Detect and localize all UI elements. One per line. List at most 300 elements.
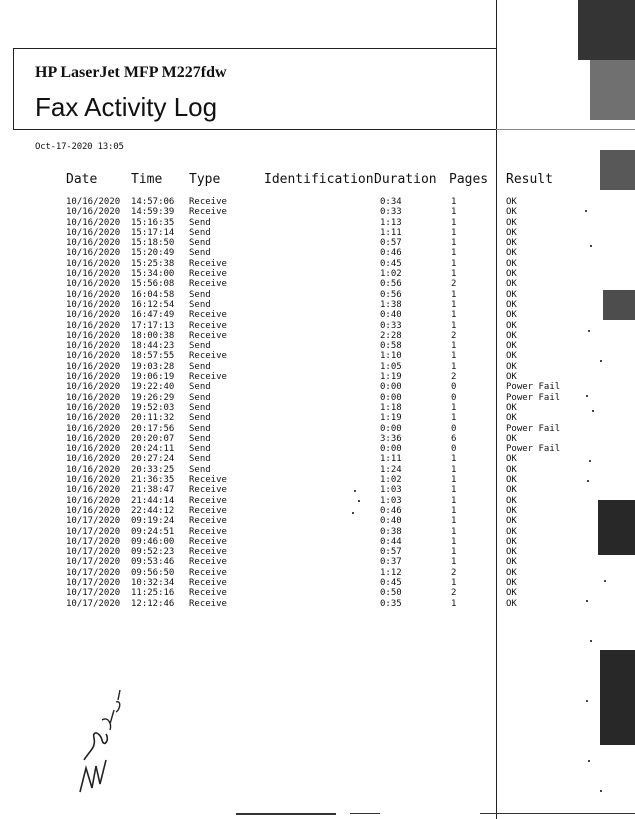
table-row — [0, 506, 635, 516]
row-pages: 1 — [451, 413, 457, 424]
table-row — [0, 279, 635, 289]
row-date: 10/16/2020 — [66, 402, 121, 413]
row-time: 20:24:11 — [131, 444, 175, 455]
table-row — [0, 341, 635, 351]
row-date: 10/16/2020 — [66, 341, 121, 352]
row-type: Send — [189, 227, 211, 238]
row-date: 10/16/2020 — [66, 423, 121, 434]
row-type: Send — [189, 402, 211, 413]
scan-speck — [354, 490, 356, 492]
row-pages: 1 — [451, 402, 457, 413]
row-result: OK — [506, 464, 517, 475]
table-row — [0, 588, 635, 598]
row-type: Receive — [189, 330, 227, 341]
table-row — [0, 197, 635, 207]
row-date: 10/17/2020 — [66, 547, 121, 558]
scan-noise — [600, 650, 635, 745]
row-pages: 1 — [451, 557, 457, 568]
row-result: OK — [506, 299, 517, 310]
row-time: 15:16:35 — [131, 217, 175, 228]
row-result: OK — [506, 361, 517, 372]
table-row — [0, 434, 635, 444]
footer-rule — [350, 813, 380, 814]
row-pages: 1 — [451, 577, 457, 588]
scan-noise — [603, 290, 635, 320]
row-date: 10/16/2020 — [66, 279, 121, 290]
row-date: 10/16/2020 — [66, 433, 121, 444]
row-result: OK — [506, 269, 517, 280]
row-type: Receive — [189, 207, 227, 218]
row-time: 20:33:25 — [131, 464, 175, 475]
row-time: 16:04:58 — [131, 289, 175, 300]
row-pages: 1 — [451, 341, 457, 352]
row-pages: 2 — [451, 372, 457, 383]
row-pages: 1 — [451, 547, 457, 558]
row-type: Receive — [189, 475, 227, 486]
row-result: Power Fail — [506, 392, 561, 403]
row-type: Receive — [189, 372, 227, 383]
row-date: 10/16/2020 — [66, 454, 121, 465]
column-header-date: Date — [66, 172, 98, 187]
row-result: OK — [506, 536, 517, 547]
header-rule-extension — [496, 129, 635, 130]
row-time: 15:20:49 — [131, 248, 175, 259]
table-row — [0, 403, 635, 413]
row-result: OK — [506, 598, 517, 609]
row-duration: 0:56 — [380, 279, 402, 290]
table-row — [0, 444, 635, 454]
table-row — [0, 465, 635, 475]
row-duration: 1:19 — [380, 372, 402, 383]
column-header-time: Time — [131, 172, 163, 187]
fax-log-table — [0, 197, 635, 609]
row-type: Send — [189, 248, 211, 259]
table-row — [0, 496, 635, 506]
row-pages: 1 — [451, 269, 457, 280]
table-row — [0, 331, 635, 341]
row-pages: 1 — [451, 505, 457, 516]
row-result: OK — [506, 454, 517, 465]
column-header-pages: Pages — [449, 172, 489, 187]
row-pages: 1 — [451, 289, 457, 300]
row-type: Receive — [189, 485, 227, 496]
table-row — [0, 248, 635, 258]
scan-speck — [587, 480, 589, 482]
row-pages: 1 — [451, 248, 457, 259]
row-type: Receive — [189, 526, 227, 537]
row-type: Receive — [189, 598, 227, 609]
scan-speck — [600, 360, 602, 362]
scan-speck — [590, 245, 592, 247]
row-date: 10/16/2020 — [66, 217, 121, 228]
row-pages: 1 — [451, 485, 457, 496]
row-pages: 1 — [451, 516, 457, 527]
table-row — [0, 259, 635, 269]
row-type: Receive — [189, 505, 227, 516]
footer-rule — [236, 813, 336, 815]
table-row — [0, 578, 635, 588]
table-row — [0, 454, 635, 464]
row-pages: 2 — [451, 279, 457, 290]
row-type: Send — [189, 423, 211, 434]
row-type: Receive — [189, 516, 227, 527]
row-duration: 1:11 — [380, 454, 402, 465]
table-row — [0, 599, 635, 609]
row-date: 10/16/2020 — [66, 248, 121, 259]
row-duration: 3:36 — [380, 433, 402, 444]
row-duration: 1:03 — [380, 495, 402, 506]
row-result: OK — [506, 475, 517, 486]
table-row — [0, 351, 635, 361]
row-type: Send — [189, 444, 211, 455]
row-date: 10/17/2020 — [66, 557, 121, 568]
row-result: Power Fail — [506, 444, 561, 455]
scan-speck — [590, 640, 592, 642]
scan-speck — [589, 460, 591, 462]
scan-speck — [586, 700, 588, 702]
table-row — [0, 527, 635, 537]
row-time: 15:34:00 — [131, 269, 175, 280]
row-duration: 1:02 — [380, 475, 402, 486]
row-result: OK — [506, 341, 517, 352]
row-time: 18:00:38 — [131, 330, 175, 341]
row-time: 21:44:14 — [131, 495, 175, 506]
row-pages: 1 — [451, 454, 457, 465]
row-type: Receive — [189, 320, 227, 331]
row-time: 19:52:03 — [131, 402, 175, 413]
row-duration: 1:13 — [380, 217, 402, 228]
row-duration: 0:33 — [380, 207, 402, 218]
row-time: 20:27:24 — [131, 454, 175, 465]
row-duration: 0:33 — [380, 320, 402, 331]
row-result: OK — [506, 238, 517, 249]
row-type: Send — [189, 238, 211, 249]
table-row — [0, 382, 635, 392]
row-time: 09:56:50 — [131, 567, 175, 578]
row-pages: 6 — [451, 433, 457, 444]
row-pages: 1 — [451, 320, 457, 331]
row-type: Receive — [189, 536, 227, 547]
row-type: Receive — [189, 588, 227, 599]
table-row — [0, 424, 635, 434]
table-row — [0, 393, 635, 403]
row-result: OK — [506, 372, 517, 383]
row-time: 14:59:39 — [131, 207, 175, 218]
table-row — [0, 218, 635, 228]
row-result: OK — [506, 567, 517, 578]
row-duration: 1:05 — [380, 361, 402, 372]
row-date: 10/16/2020 — [66, 269, 121, 280]
row-date: 10/16/2020 — [66, 310, 121, 321]
row-result: OK — [506, 547, 517, 558]
row-date: 10/16/2020 — [66, 361, 121, 372]
row-time: 17:17:13 — [131, 320, 175, 331]
table-row — [0, 228, 635, 238]
row-date: 10/16/2020 — [66, 495, 121, 506]
row-date: 10/16/2020 — [66, 258, 121, 269]
row-pages: 1 — [451, 464, 457, 475]
table-row — [0, 269, 635, 279]
scan-speck — [586, 395, 588, 397]
column-header-type: Type — [189, 172, 221, 187]
row-time: 22:44:12 — [131, 505, 175, 516]
table-row — [0, 207, 635, 217]
row-duration: 1:11 — [380, 227, 402, 238]
row-type: Send — [189, 413, 211, 424]
row-date: 10/16/2020 — [66, 392, 121, 403]
row-result: Power Fail — [506, 382, 561, 393]
row-time: 19:06:19 — [131, 372, 175, 383]
row-date: 10/17/2020 — [66, 536, 121, 547]
row-result: OK — [506, 433, 517, 444]
header-box-top-rule — [13, 48, 497, 49]
table-row — [0, 372, 635, 382]
table-row — [0, 290, 635, 300]
row-time: 09:53:46 — [131, 557, 175, 568]
row-type: Send — [189, 392, 211, 403]
scan-speck — [588, 330, 590, 332]
row-pages: 1 — [451, 227, 457, 238]
row-date: 10/16/2020 — [66, 320, 121, 331]
row-date: 10/16/2020 — [66, 207, 121, 218]
row-result: OK — [506, 526, 517, 537]
row-type: Receive — [189, 258, 227, 269]
row-date: 10/16/2020 — [66, 330, 121, 341]
row-type: Send — [189, 454, 211, 465]
scan-speck — [600, 790, 602, 792]
row-pages: 1 — [451, 475, 457, 486]
row-result: OK — [506, 217, 517, 228]
row-duration: 1:03 — [380, 485, 402, 496]
row-duration: 1:18 — [380, 402, 402, 413]
row-date: 10/16/2020 — [66, 485, 121, 496]
row-duration: 0:34 — [380, 197, 402, 207]
row-date: 10/16/2020 — [66, 505, 121, 516]
row-date: 10/16/2020 — [66, 227, 121, 238]
column-header-duration: Duration — [374, 172, 437, 187]
row-result: OK — [506, 279, 517, 290]
row-type: Send — [189, 382, 211, 393]
row-time: 09:46:00 — [131, 536, 175, 547]
row-duration: 0:45 — [380, 258, 402, 269]
row-duration: 0:37 — [380, 557, 402, 568]
row-duration: 1:10 — [380, 351, 402, 362]
row-duration: 0:00 — [380, 444, 402, 455]
row-time: 09:52:23 — [131, 547, 175, 558]
table-row — [0, 321, 635, 331]
row-pages: 1 — [451, 197, 457, 207]
row-result: OK — [506, 351, 517, 362]
row-date: 10/16/2020 — [66, 372, 121, 383]
row-pages: 1 — [451, 526, 457, 537]
row-result: OK — [506, 248, 517, 259]
row-time: 21:38:47 — [131, 485, 175, 496]
row-result: OK — [506, 516, 517, 527]
column-header-result: Result — [506, 172, 553, 187]
row-result: OK — [506, 207, 517, 218]
header-box-left-rule — [13, 48, 14, 130]
row-duration: 1:19 — [380, 413, 402, 424]
table-row — [0, 557, 635, 567]
row-type: Receive — [189, 351, 227, 362]
table-row — [0, 362, 635, 372]
row-duration: 0:00 — [380, 392, 402, 403]
row-pages: 1 — [451, 495, 457, 506]
row-duration: 0:35 — [380, 598, 402, 609]
row-pages: 1 — [451, 361, 457, 372]
row-type: Send — [189, 217, 211, 228]
row-time: 09:19:24 — [131, 516, 175, 527]
row-time: 18:57:55 — [131, 351, 175, 362]
row-pages: 1 — [451, 217, 457, 228]
row-duration: 1:02 — [380, 269, 402, 280]
row-time: 19:22:40 — [131, 382, 175, 393]
scan-speck — [352, 512, 354, 514]
row-duration: 1:24 — [380, 464, 402, 475]
row-result: OK — [506, 320, 517, 331]
row-date: 10/16/2020 — [66, 382, 121, 393]
row-duration: 2:28 — [380, 330, 402, 341]
report-datetime: Oct-17-2020 13:05 — [35, 142, 124, 152]
scan-speck — [586, 600, 588, 602]
scan-noise — [578, 0, 635, 60]
row-date: 10/17/2020 — [66, 567, 121, 578]
row-duration: 1:38 — [380, 299, 402, 310]
row-pages: 0 — [451, 423, 457, 434]
row-type: Receive — [189, 495, 227, 506]
row-pages: 0 — [451, 392, 457, 403]
table-row — [0, 516, 635, 526]
row-pages: 1 — [451, 310, 457, 321]
header-box-bottom-rule — [13, 129, 497, 130]
row-time: 15:17:14 — [131, 227, 175, 238]
row-time: 10:32:34 — [131, 577, 175, 588]
scan-noise — [600, 150, 635, 190]
row-result: OK — [506, 402, 517, 413]
row-time: 19:26:29 — [131, 392, 175, 403]
row-pages: 0 — [451, 444, 457, 455]
row-result: OK — [506, 197, 517, 207]
row-time: 12:12:46 — [131, 598, 175, 609]
row-time: 15:56:08 — [131, 279, 175, 290]
row-date: 10/16/2020 — [66, 289, 121, 300]
row-type: Receive — [189, 577, 227, 588]
row-result: OK — [506, 330, 517, 341]
row-pages: 1 — [451, 207, 457, 218]
table-row — [0, 310, 635, 320]
row-date: 10/16/2020 — [66, 413, 121, 424]
row-type: Send — [189, 464, 211, 475]
scan-speck — [585, 210, 587, 212]
row-time: 16:12:54 — [131, 299, 175, 310]
table-row — [0, 547, 635, 557]
row-pages: 2 — [451, 330, 457, 341]
row-date: 10/17/2020 — [66, 588, 121, 599]
row-result: OK — [506, 258, 517, 269]
row-duration: 1:12 — [380, 567, 402, 578]
row-date: 10/16/2020 — [66, 197, 121, 207]
row-type: Send — [189, 361, 211, 372]
row-date: 10/17/2020 — [66, 526, 121, 537]
row-duration: 0:56 — [380, 289, 402, 300]
row-type: Send — [189, 299, 211, 310]
table-row — [0, 537, 635, 547]
row-result: OK — [506, 557, 517, 568]
row-result: OK — [506, 227, 517, 238]
row-date: 10/17/2020 — [66, 577, 121, 588]
row-type: Receive — [189, 279, 227, 290]
scan-speck — [358, 500, 360, 502]
row-date: 10/17/2020 — [66, 516, 121, 527]
row-duration: 0:46 — [380, 505, 402, 516]
scan-speck — [592, 410, 594, 412]
table-row — [0, 568, 635, 578]
row-result: OK — [506, 413, 517, 424]
row-result: OK — [506, 505, 517, 516]
scan-speck — [604, 580, 606, 582]
row-duration: 0:50 — [380, 588, 402, 599]
footer-rule — [480, 813, 635, 814]
row-date: 10/16/2020 — [66, 464, 121, 475]
scan-noise — [598, 500, 635, 555]
row-duration: 0:58 — [380, 341, 402, 352]
row-date: 10/16/2020 — [66, 351, 121, 362]
row-type: Send — [189, 289, 211, 300]
row-date: 10/16/2020 — [66, 238, 121, 249]
row-result: OK — [506, 577, 517, 588]
row-result: OK — [506, 289, 517, 300]
handwritten-signature — [70, 680, 140, 800]
row-type: Receive — [189, 557, 227, 568]
row-result: OK — [506, 495, 517, 506]
row-pages: 0 — [451, 382, 457, 393]
row-type: Receive — [189, 269, 227, 280]
table-row — [0, 300, 635, 310]
row-time: 21:36:35 — [131, 475, 175, 486]
row-duration: 0:44 — [380, 536, 402, 547]
row-pages: 1 — [451, 351, 457, 362]
row-duration: 0:46 — [380, 248, 402, 259]
row-type: Receive — [189, 310, 227, 321]
scan-speck — [588, 760, 590, 762]
row-result: Power Fail — [506, 423, 561, 434]
table-row — [0, 413, 635, 423]
table-row — [0, 238, 635, 248]
row-time: 14:57:06 — [131, 197, 175, 207]
row-pages: 2 — [451, 588, 457, 599]
table-row — [0, 475, 635, 485]
row-time: 11:25:16 — [131, 588, 175, 599]
row-type: Send — [189, 433, 211, 444]
row-time: 19:03:28 — [131, 361, 175, 372]
row-time: 15:18:50 — [131, 238, 175, 249]
row-result: OK — [506, 485, 517, 496]
column-header-identification: Identification — [264, 172, 374, 187]
row-pages: 1 — [451, 299, 457, 310]
row-type: Receive — [189, 547, 227, 558]
row-time: 20:17:56 — [131, 423, 175, 434]
row-type: Receive — [189, 567, 227, 578]
row-duration: 0:40 — [380, 516, 402, 527]
row-duration: 0:40 — [380, 310, 402, 321]
row-time: 18:44:23 — [131, 341, 175, 352]
row-result: OK — [506, 588, 517, 599]
row-time: 20:11:32 — [131, 413, 175, 424]
row-pages: 1 — [451, 238, 457, 249]
row-duration: 0:57 — [380, 238, 402, 249]
scan-noise — [590, 60, 635, 120]
table-row — [0, 485, 635, 495]
